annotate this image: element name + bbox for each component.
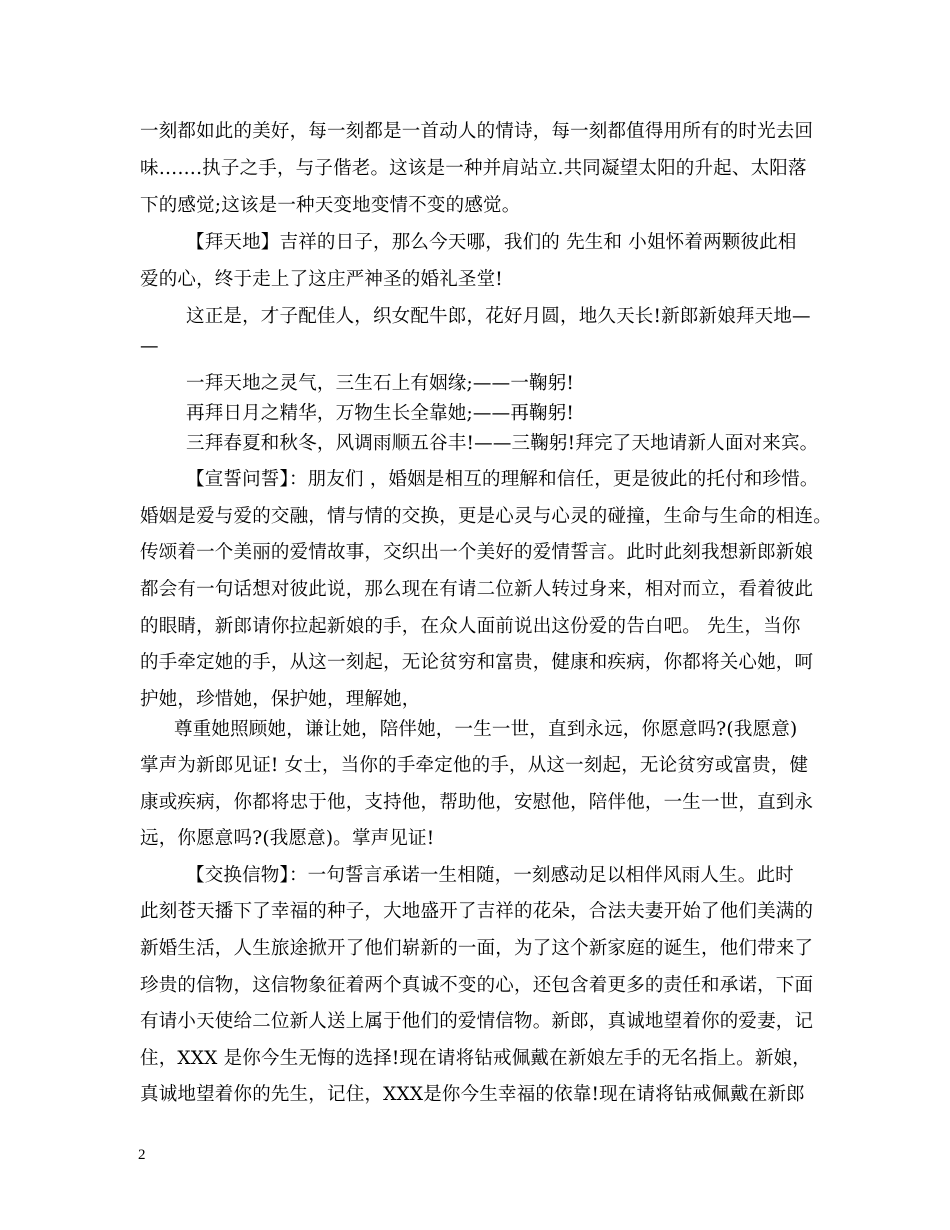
page-number: 2 (138, 1147, 146, 1163)
text-line: 新婚生活，人生旅途掀开了他们崭新的一面，为了这个新家庭的诞生，他们带来了 (140, 938, 814, 959)
text-line: 【拜天地】吉祥的日子，那么今天哪，我们的 先生和 小姐怀着两颗彼此相 (186, 232, 797, 253)
text-line: 远，你愿意吗?(我愿意)。掌声见证! (140, 828, 435, 849)
text-line: 【交换信物】：一句誓言承诺一生相随，一刻感动足以相伴风雨人生。此时 (186, 865, 794, 886)
text-line: 此刻苍天播下了幸福的种子，大地盛开了吉祥的花朵，合法夫妻开始了他们美满的 (140, 901, 814, 922)
text-line: 住，XXX 是你今生无悔的选择!现在请将钻戒佩戴在新娘左手的无名指上。新娘， (140, 1048, 811, 1069)
text-line: 味…….执子之手，与子偕老。这该是一种并肩站立.共同凝望太阳的升起、太阳落 (140, 158, 807, 179)
text-line: 的眼睛，新郎请你拉起新娘的手，在众人面前说出这份爱的告白吧。 先生，当你 (140, 616, 801, 637)
text-line: 【宣誓问誓】：朋友们 ，婚姻是相互的理解和信任，更是彼此的托付和珍惜。 (186, 469, 819, 490)
text-line: 都会有一句话想对彼此说，那么现在有请二位新人转过身来，相对而立，看着彼此 (140, 579, 814, 600)
text-line: 掌声为新郎见证! 女士，当你的手牵定他的手，从这一刻起，无论贫穷或富贵，健 (140, 755, 809, 776)
text-line: 三拜春夏和秋冬，风调雨顺五谷丰!——三鞠躬!拜完了天地请新人面对来宾。 (186, 433, 819, 454)
text-line: 的手牵定她的手，从这一刻起，无论贫穷和富贵，健康和疾病，你都将关心她，呵 (140, 652, 814, 673)
text-line: 珍贵的信物，这信物象征着两个真诚不变的心，还包含着更多的责任和承诺，下面 (140, 975, 814, 996)
text-line: 这正是，才子配佳人，织女配牛郎，花好月圆，地久天长!新郎新娘拜天地— (186, 306, 811, 327)
text-line: 护她，珍惜她，保护她，理解她， (140, 689, 421, 710)
text-line: 康或疾病，你都将忠于他，支持他，帮助他，安慰他，陪伴他，一生一世，直到永 (140, 792, 814, 813)
text-line: 爱的心，终于走上了这庄严神圣的婚礼圣堂! (140, 269, 503, 290)
text-line: — (140, 336, 159, 357)
text-line: 尊重她照顾她，谦让她，陪伴她，一生一世，直到永远，你愿意吗?(我愿意) (174, 719, 798, 740)
text-line: 传颂着一个美丽的爱情故事，交织出一个美好的爱情誓言。此时此刻我想新郎新娘 (140, 542, 814, 563)
text-line: 一拜天地之灵气，三生石上有姻缘;——一鞠躬! (186, 373, 575, 394)
text-line: 再拜日月之精华，万物生长全靠她;——再鞠躬! (186, 403, 575, 424)
text-line: 真诚地望着你的先生，记住，XXX是你今生幸福的依靠!现在请将钻戒佩戴在新郎 (140, 1084, 805, 1105)
text-line: 下的感觉;这该是一种天变地变情不变的感觉。 (140, 195, 521, 216)
text-line: 婚姻是爱与爱的交融，情与情的交换，更是心灵与心灵的碰撞，生命与生命的相连。 (140, 506, 832, 527)
text-line: 有请小天使给二位新人送上属于他们的爱情信物。新郎，真诚地望着你的爱妻，记 (140, 1011, 814, 1032)
text-line: 一刻都如此的美好，每一刻都是一首动人的情诗，每一刻都值得用所有的时光去回 (140, 121, 814, 142)
